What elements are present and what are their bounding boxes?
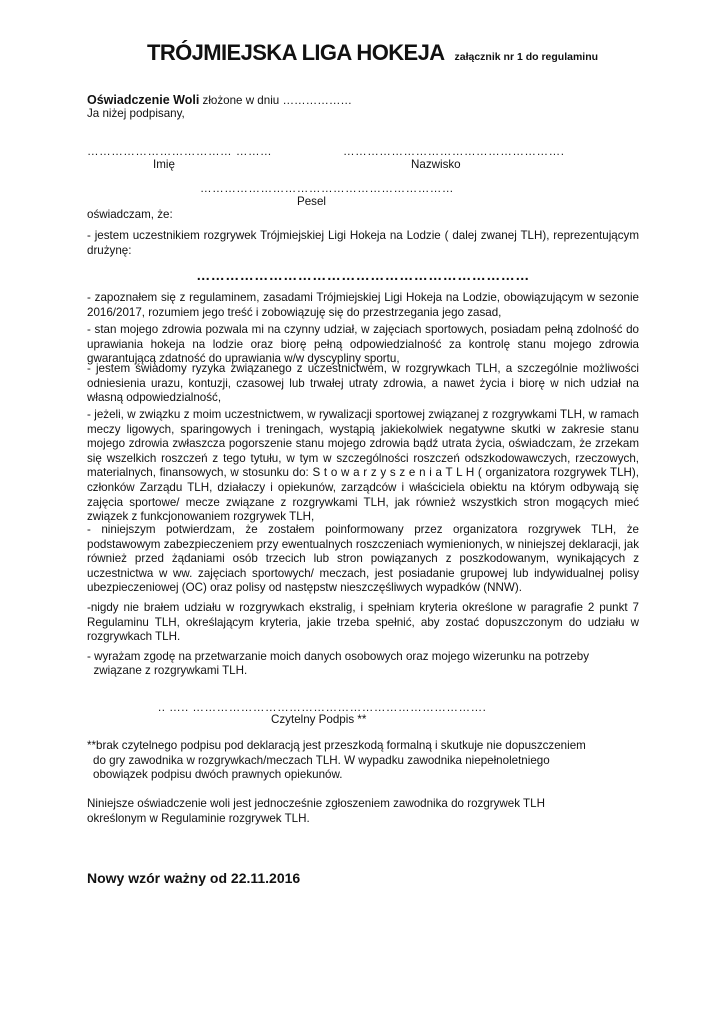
footnote-text: **brak czytelnego podpisu pod deklaracją jest przeszkodą formalną i skutkuje nie dopuszczeniem do gry zawodnika w rozgrywkach/meczach TLH. W wypadku zawodnika niepełnoletniego obowiązek podpisu dwóch prawnych opiekunów.	[87, 739, 586, 782]
paragraph-consent-line1: - wyrażam zgodę na przetwarzanie moich danych osobowych oraz mojego wizerunku na potrzeby	[87, 650, 590, 663]
signature-label: Czytelny Podpis **	[271, 713, 367, 726]
last-name-label: Nazwisko	[411, 158, 461, 171]
pesel-label: Pesel	[297, 195, 327, 208]
paragraph-extraliga: -nigdy nie brałem udziału w rozgrywkach ekstralig, i spełniam kryteria określone w paragrafie 2 punkt 7 Regulaminu TLH, określającym kryteria, jakie trzeba spełnić, aby zostać dopuszczonym do udziału w rozgrywkach TLH.	[87, 601, 639, 644]
paragraph-insurance: - niniejszym potwierdzam, że zostałem poinformowany przez organizatora rozgrywek TLH, że podstawowym zabezpieczeniem przy ewentualnych roszczeniach wymienionych, w niniejszej deklaracji, jak również przed żądaniami osób trzecich lub stron powiązanych z poszkodowanym, wynikających z uczestnictwa w ww. zajęciach sportowych/ meczach, jest posiadanie grupowej lub indywidualnej polisy ubezpieczeniowej (OC) oraz polisy od następstw nieszczęśliwych wypadków (NNW).	[87, 523, 639, 595]
signature-footnote	[87, 739, 587, 783]
paragraph-consent-line2: związane z rozgrywkami TLH.	[87, 664, 248, 677]
paragraph-participant: - jestem uczestnikiem rozgrywek Trójmiejskiej Ligi Hokeja na Lodzie ( dalej zwanej TLH), reprezentującym drużynę:	[87, 229, 639, 257]
appendix-note: załącznik nr 1 do regulaminu	[454, 51, 599, 63]
document-title	[147, 40, 599, 65]
paragraph-health: - stan mojego zdrowia pozwala mi na czynny udział, w zajęciach sportowych, posiadam pełną zdolność do uprawiania hokeja na lodzie oraz biorę pełną odpowiedzialność za kontrolę stanu mojego zdrowia gwarantującą zdatność do uprawiania w/w dyscypliny sportu,	[87, 323, 639, 366]
title-text: TRÓJMIEJSKA LIGA HOKEJA	[147, 40, 445, 65]
declaration-bold: Oświadczenie Woli	[87, 93, 200, 107]
pesel-field[interactable]: ………………………………………………………	[200, 182, 454, 195]
paragraph-waiver: - jeżeli, w związku z moim uczestnictwem, w rywalizacji sportowej związanej z rozgrywkami TLH, w ramach meczy ligowych, sparingowych i treningach, wystąpią jakiekolwiek negatywne skutki w zakresie stanu mojego zdrowia zwłaszcza pogorszenie stanu mojego zdrowia bądź utrata życia, oświadczam, że zrzekam się wszelkich roszczeń z tego tytułu, w tym w szczególności roszczeń odszkodowawczych, rzeczowych, materialnych, finansowych, w stosunku do: S t o w a r z y s z e n i a T L H ( organizatora rozgrywek TLH), członków Zarządu TLH, działaczy i opiekunów, zarządców i właściciela obiektu na którym odbywają się zajęcia sportowe/ mecze związane z rozgrywkami TLH, jak również wszystkich stron mogących mieć związek z funkcjonowaniem rozgrywek TLH,	[87, 408, 639, 524]
declare-text: oświadczam, że:	[87, 208, 173, 221]
undersigned-text: Ja niżej podpisany,	[87, 107, 185, 120]
valid-from-note: Nowy wzór ważny od 22.11.2016	[87, 870, 301, 886]
registration-note: Niniejsze oświadczenie woli jest jednocześnie zgłoszeniem zawodnika do rozgrywek TLH określonym w Regulaminie rozgrywek TLH.	[87, 797, 545, 825]
signature-field[interactable]: .. ….. ……………………………………………………………….	[158, 701, 487, 714]
team-field[interactable]: ……………………………………………………………	[196, 267, 530, 283]
last-name-field[interactable]: ……………………………………………….	[343, 145, 565, 158]
paragraph-regulations: - zapoznałem się z regulaminem, zasadami Trójmiejskiej Ligi Hokeja na Lodzie, obowiązującym w sezonie 2016/2017, rozumiem jego treść i zobowiązuję się do przestrzegania jego zasad,	[87, 291, 639, 319]
declaration-date: złożone w dniu ………………	[199, 94, 353, 107]
first-name-field[interactable]: ……………………………… ………	[87, 145, 273, 158]
paragraph-risk: - jestem świadomy ryzyka związanego z uczestnictwem, w rozgrywkach TLH, a szczególnie możliwości odniesienia urazu, kontuzji, czasowej lub trwałej utraty zdrowia, a nawet życia i biorę w nich udział na własną odpowiedzialność,	[87, 362, 639, 405]
first-name-label: Imię	[153, 158, 175, 171]
